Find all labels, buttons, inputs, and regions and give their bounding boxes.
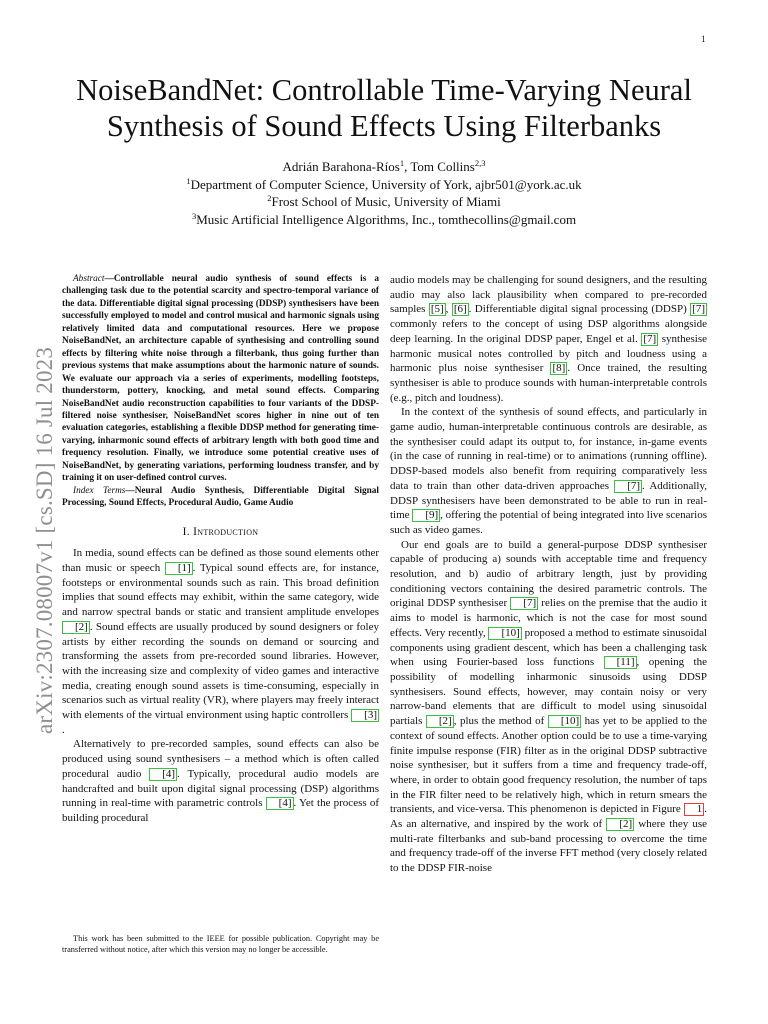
text-run: . Typically, procedural audio models are handcrafted and built upon digital signal processing (DSP) algorithms running in real-time with parametric controls <box>62 767 379 810</box>
text-run: Our end goals are to build a general-purpose DDSP synthesiser capable of producing a) sounds with acceptable time and frequency resolution, and b) audio of arbitrary length, just by providing conditioning vectors containing the desired parametric controls. The original DDSP synthesiser <box>390 538 707 610</box>
section-numeral: I. <box>182 525 190 538</box>
author-separator: , <box>404 159 411 174</box>
citation-link[interactable]: [4] <box>266 797 294 810</box>
text-run: , plus the method of <box>453 715 548 728</box>
index-terms-label: Index Terms <box>73 485 126 496</box>
citation-link[interactable]: [7] <box>692 303 705 316</box>
text-run: , <box>445 303 452 316</box>
text-run: In media, sound effects can be defined as those sound elements other than music or speech <box>62 547 379 575</box>
text-run: . Typical sound effects are, for instance, footsteps or environmental sounds such as rain. This broad definition implies that sound effects may exhibit, within the same category, wide and narrow spectral bands or static and transient amplitude envelopes <box>62 562 379 619</box>
paragraph <box>390 273 707 405</box>
page-number: 1 <box>701 34 706 44</box>
citation-link[interactable]: [7] <box>643 332 657 345</box>
text-run: . Sound effects are usually produced by sound designers or foley artists by either recording the sounds on demand or sourcing and transforming the assets from pre-recorded sound libraries. However, with the increasing size and complexity of video games and interactive media, creating enough sound assets is time-consuming, especially in scenarios such as virtual reality (VR), where players may freely interact with elements of the virtual environment using haptic controllers <box>62 620 379 722</box>
text-run: . <box>62 723 65 736</box>
text-run: . Additionally, DDSP synthesisers have been demonstrated to be able to run in real-time <box>390 479 707 522</box>
citation-link[interactable]: [8] <box>552 362 566 375</box>
text-run: commonly refers to the concept of using DSP algorithms alongside deep learning. In the original DDSP paper, Engel et al. <box>390 318 707 345</box>
citation-link[interactable]: [2] <box>426 715 454 728</box>
citation-link[interactable]: [11] <box>604 656 637 669</box>
affiliation <box>0 176 768 194</box>
affiliation-marker: 1 <box>186 175 191 186</box>
affiliation <box>0 193 768 211</box>
text-run: proposed a method to estimate sinusoidal components using gradient descent, which has been a challenging task when using Fourier-based loss functions <box>390 626 708 669</box>
text-run: In the context of the synthesis of sound effects, and particularly in game audio, human-interpretable continuous controls are desirable, as the synthesiser could adapt its output to, for instance, in-game events (in the case of running in real-time) or to animations (running offline). DDSP-based models also benefit from requiring comparatively less data to train than other data-driven approaches <box>390 406 707 492</box>
text-run: synthesise harmonic musical notes controlled by pitch and loudness using a harmonic plus noise synthesiser <box>390 332 707 375</box>
citation-link[interactable]: [9] <box>412 509 440 522</box>
affiliation <box>0 211 768 229</box>
index-terms <box>62 485 379 510</box>
citation-link[interactable]: [4] <box>149 768 177 781</box>
title-line-1: NoiseBandNet: Controllable Time-Varying Neural <box>76 73 692 107</box>
affiliation-marker: 2 <box>267 193 272 203</box>
text-run: . As an alternative, and inspired by the work of <box>390 803 707 831</box>
author-block <box>0 158 768 228</box>
figure-reference-link[interactable]: 1 <box>684 803 705 816</box>
text-run: Alternatively to pre-recorded samples, sound effects can also be produced using sound synthesisers – a method which is often called procedural audio <box>62 738 379 780</box>
text-run: audio models may be challenging for sound designers, and the resulting audio may also lack plausibility when compared to pre-recorded samples <box>390 274 707 316</box>
affiliation-text: Department of Computer Science, University of York, ajbr501@york.ac.uk <box>190 176 582 192</box>
citation-link[interactable]: [7] <box>614 480 642 493</box>
affiliation-text: Music Artificial Intelligence Algorithms, Inc., tomthecollins@gmail.com <box>196 211 577 227</box>
text-run: , opening the possibility of modelling inharmonic sinusoids using DDSP synthesisers. Sound effects, however, may contain noisy or very narrow-band elements that are difficult to model using sinusoidal partials <box>390 656 707 728</box>
abstract-text: —Controllable neural audio synthesis of sound effects is a challenging task due to the potential scarcity and spectro-temporal variance of the data. Differentiable digital signal processing (DDSP) synthesisers have been successfully employed to model and control musical and harmonic signals using relatively limited data and computational resources. Here we propose NoiseBandNet, an architecture capable of synthesising and controlling sound effects by filtering white noise through a filterbank, thus going further than previous systems that make assumptions about the harmonic nature of sounds. We evaluate our approach via a series of experiments, modelling footsteps, thunderstorm, pottery, knocking, and metal sound effects. Comparing NoiseBandNet audio reconstruction capabilities to four variants of the DDSP-filtered noise synthesiser, NoiseBandNet scores higher in nine out of ten evaluation categories, establishing a flexible DDSP method for generating time-varying, inharmonic sound effects of arbitrary length with both good time and frequency resolution. Finally, we introduce some potential creative uses of NoiseBandNet, by generating variations, performing loudness transfer, and by training it on user-defined control curves. <box>62 274 379 484</box>
affiliation-marker: 3 <box>191 210 197 221</box>
citation-link[interactable]: [7] <box>510 597 538 610</box>
footnote-text: This work has been submitted to the IEEE for possible publication. Copyright may be transferred without notice, after which this version may no longer be accessible. <box>62 934 379 955</box>
paper-title <box>0 72 768 144</box>
text-run: where they use multi-rate filterbanks and sub-band processing to overcome the time and frequency trade-off of the inverse FFT method (very closely related to the DDSP FIR-noise <box>390 818 707 875</box>
right-column <box>390 273 707 876</box>
affiliation-text: Frost School of Music, University of Miami <box>271 194 501 209</box>
section-title: Introduction <box>193 525 259 538</box>
paragraph <box>390 405 707 537</box>
citation-link[interactable]: [6] <box>453 303 467 316</box>
citation-link[interactable]: [10] <box>488 627 521 640</box>
text-run: . Once trained, the resulting synthesiser is able to produce sounds with human-interpretable controls (e.g., pitch and loudness). <box>390 362 707 404</box>
citation-link[interactable]: [5] <box>430 303 444 316</box>
paragraph <box>62 546 379 737</box>
affiliation-marker: 1 <box>399 158 405 168</box>
index-terms-text: —Neural Audio Synthesis, Differentiable Digital Signal Processing, Sound Effects, Procedural Audio, Game Audio <box>62 485 379 509</box>
paragraph <box>62 737 379 825</box>
author-name: Tom Collins <box>410 159 475 174</box>
title-line-2: Synthesis of Sound Effects Using Filterbanks <box>106 109 662 143</box>
author-name: Adrián Barahona-Ríos <box>282 159 400 174</box>
citation-link[interactable]: [2] <box>606 818 634 831</box>
abstract-label: Abstract <box>73 274 105 284</box>
text-run: , offering the potential of being integrated into live scenarios such as video games. <box>390 509 707 536</box>
citation-link[interactable]: [1] <box>165 562 193 575</box>
text-run: . Differentiable digital signal processing (DDSP) <box>468 303 691 316</box>
citation-link[interactable]: [3] <box>351 709 379 722</box>
citation-link[interactable]: [2] <box>62 621 90 634</box>
paragraph <box>390 538 707 876</box>
text-run: relies on the premise that the audio it aims to model is harmonic, which is not the case for most sound effects. Very recently, <box>390 597 707 639</box>
footnote <box>62 933 379 955</box>
citation-link[interactable]: [10] <box>548 715 581 728</box>
affiliation-marker: 2,3 <box>474 158 486 168</box>
abstract <box>62 273 379 485</box>
arxiv-identifier: arXiv:2307.08007v1 [cs.SD] 16 Jul 2023 <box>32 346 57 734</box>
left-column <box>62 273 379 826</box>
text-run: has yet to be applied to the context of sound effects. Another option could be to use a time-varying finite impulse response (FIR) filter as in the original DDSP subtractive noise synthesiser, but it suffers from a time and frequency trade-off, where, in order to obtain good frequency resolution, the number of taps in the FIR filter need to be relatively high, which in return smears the transients, and vice-versa. This phenomenon is depicted in Figure <box>390 715 707 816</box>
author-names <box>0 158 768 176</box>
section-heading <box>62 525 379 540</box>
text-run: . Yet the process of building procedural <box>62 797 379 824</box>
